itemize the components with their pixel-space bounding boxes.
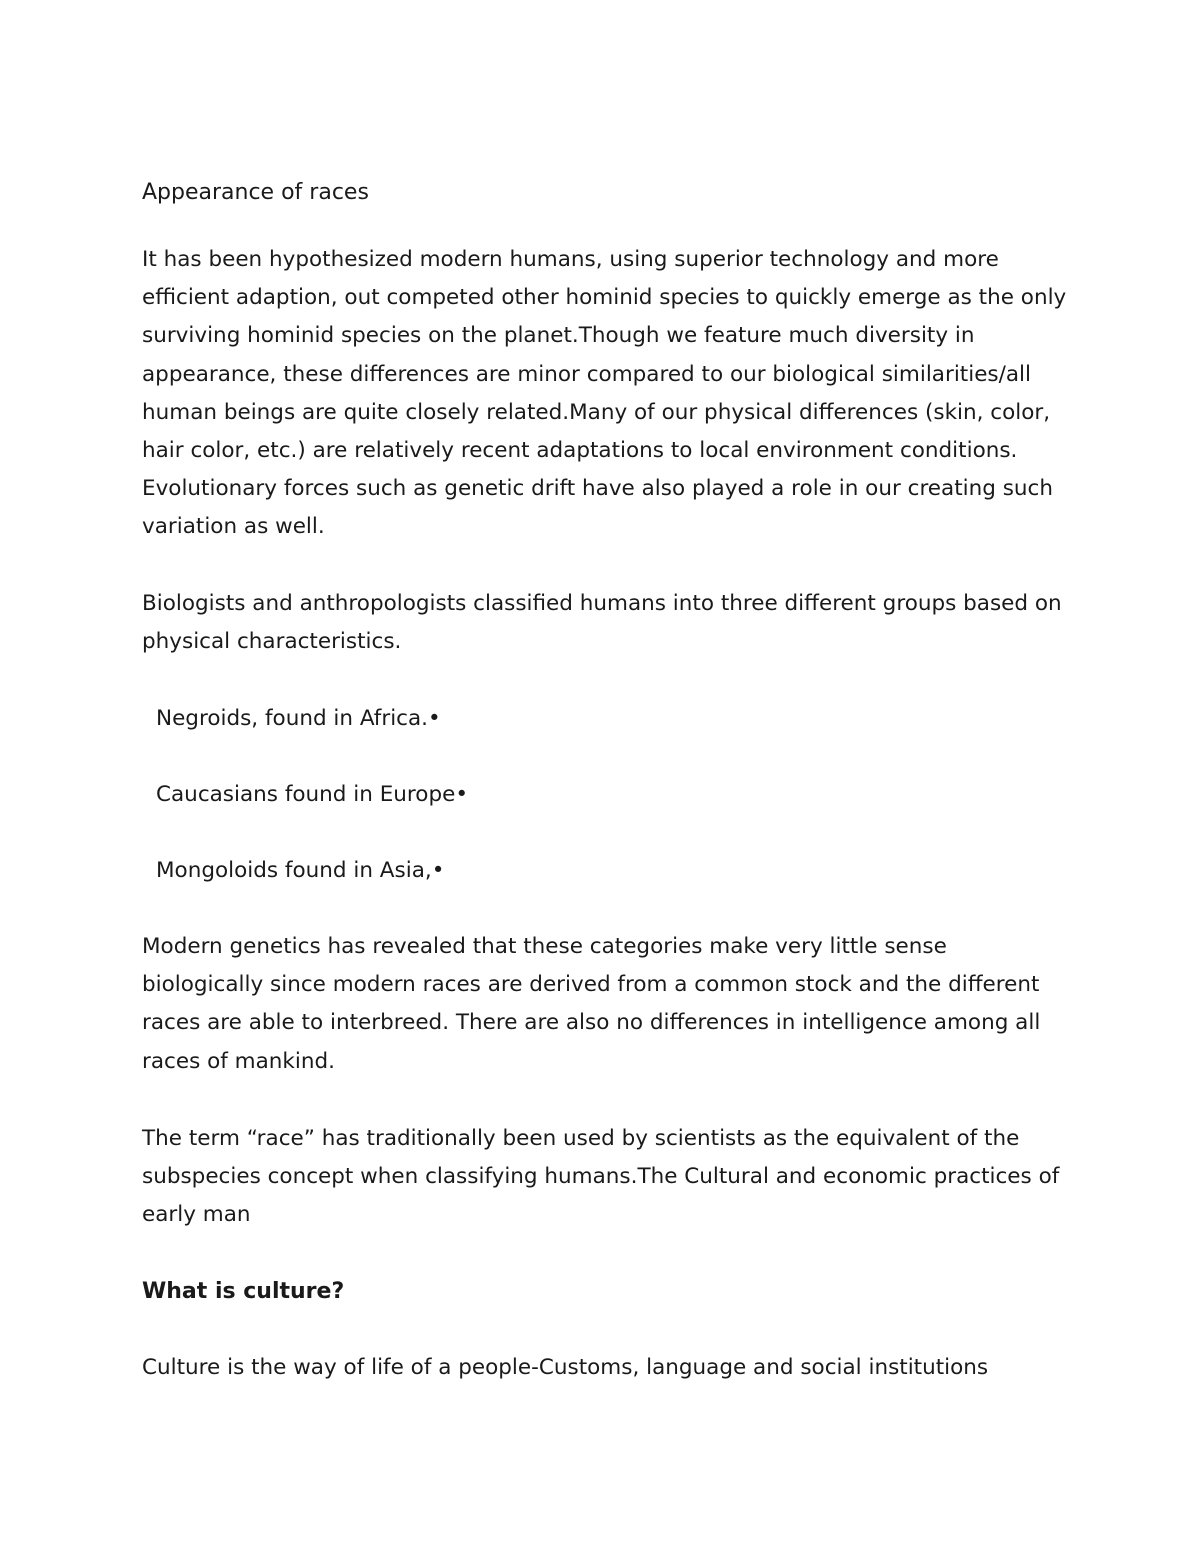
paragraph-genetics: Modern genetics has revealed that these categories make very little sense biologically since modern races are derived from a common stock and the different races are able to interbreed. There are also no differences in intelligence among all races of mankind.	[142, 934, 1041, 1074]
paragraph-intro: It has been hypothesized modern humans, using superior technology and more efficient adaption, out competed other hominid species to quickly emerge as the only surviving hominid species on the planet.Though we feature much diversity in appearance, these differences are minor compared to our biological similarities/all human beings are quite closely related.Many of our physical differences (skin, color, hair color, etc.) are relatively recent adaptations to local environment conditions. Evolutionary forces such as genetic drift have also played a role in our creating such variation as well.	[142, 247, 1067, 540]
paragraph-classified: Biologists and anthropologists classified humans into three different groups based on physical characteristics.	[142, 591, 1062, 655]
list-item: Mongoloids found in Asia,•	[156, 858, 445, 883]
section-heading-races: Appearance of races	[142, 180, 369, 205]
paragraph-term: The term “race” has traditionally been used by scientists as the equivalent of the subspecies concept when classifying humans.The Cultural and economic practices of early man	[142, 1126, 1060, 1228]
list-item: Negroids, found in Africa.•	[156, 706, 441, 731]
section-heading-culture: What is culture?	[142, 1279, 345, 1304]
paragraph-culture: Culture is the way of life of a people-Customs, language and social institutions	[142, 1355, 989, 1380]
list-item: Caucasians found in Europe•	[156, 782, 469, 807]
